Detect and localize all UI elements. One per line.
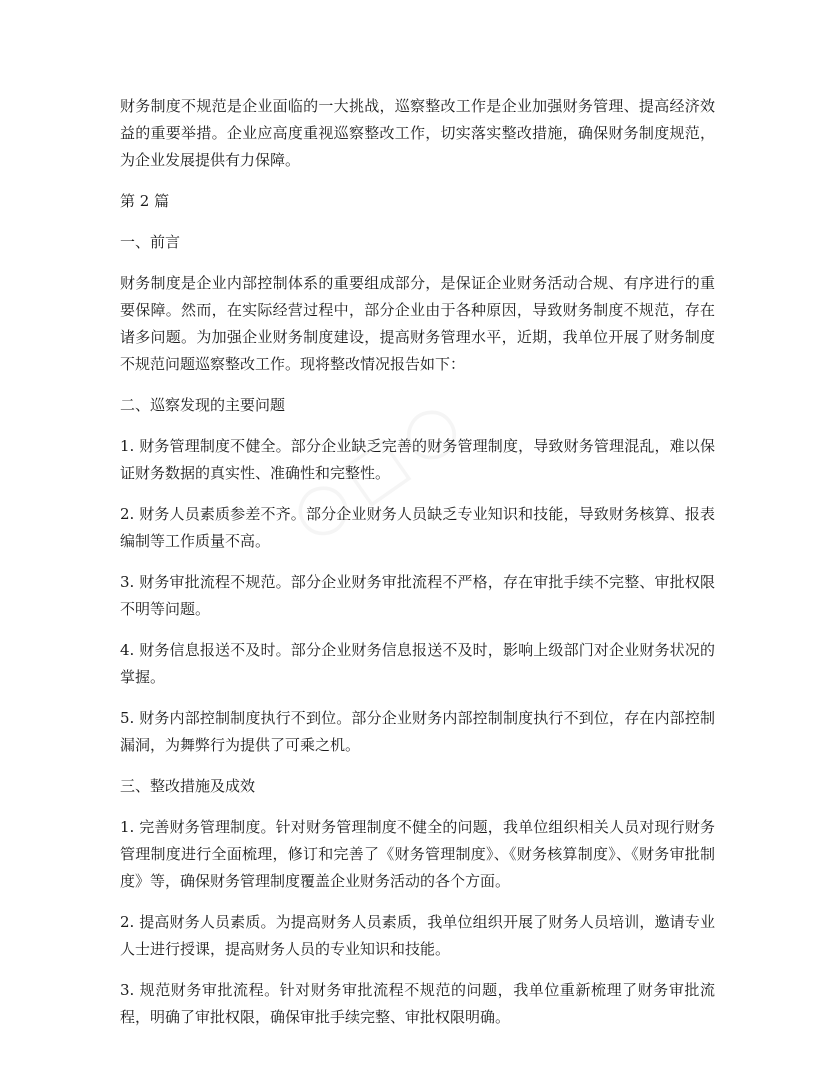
measure-item-1: 1. 完善财务管理制度。针对财务管理制度不健全的问题，我单位组织相关人员对现行财务管理制度进行全面梳理，修订和完善了《财务管理制度》、《财务核算制度》、《财务审批制度》等，确保财务管理制度覆盖企业财务活动的各个方面。 [120, 818, 715, 890]
problem-item-3: 3. 财务审批流程不规范。部分企业财务审批流程不严格，存在审批手续不完整、审批权限不明等问题。 [120, 573, 715, 618]
paragraph-intro-conclusion: 财务制度不规范是企业面临的一大挑战，巡察整改工作是企业加强财务管理、提高经济效益的重要举措。企业应高度重视巡察整改工作，切实落实整改措施，确保财务制度规范，为企业发展提供有力保障。 [120, 97, 715, 169]
problem-item-4: 4. 财务信息报送不及时。部分企业财务信息报送不及时，影响上级部门对企业财务状况的掌握。 [120, 641, 715, 686]
measure-item-2: 2. 提高财务人员素质。为提高财务人员素质，我单位组织开展了财务人员培训，邀请专业人士进行授课，提高财务人员的专业知识和技能。 [120, 913, 715, 958]
problem-item-1: 1. 财务管理制度不健全。部分企业缺乏完善的财务管理制度，导致财务管理混乱，难以保证财务数据的真实性、准确性和完整性。 [120, 437, 715, 482]
heading-measures: 三、整改措施及成效 [120, 777, 256, 795]
heading-preface: 一、前言 [120, 233, 181, 251]
section-title-part-2: 第 2 篇 [120, 192, 170, 210]
problem-item-5: 5. 财务内部控制制度执行不到位。部分企业财务内部控制制度执行不到位，存在内部控制漏洞，为舞弊行为提供了可乘之机。 [120, 709, 715, 754]
heading-main-problems: 二、巡察发现的主要问题 [120, 396, 286, 414]
problem-item-2: 2. 财务人员素质参差不齐。部分企业财务人员缺乏专业知识和技能，导致财务核算、报表编制等工作质量不高。 [120, 505, 715, 550]
document-body [120, 93, 715, 1045]
paragraph-preface: 财务制度是企业内部控制体系的重要组成部分，是保证企业财务活动合规、有序进行的重要保障。然而，在实际经营过程中，部分企业由于各种原因，导致财务制度不规范，存在诸多问题。为加强企业财务制度建设，提高财务管理水平，近期，我单位开展了财务制度不规范问题巡察整改工作。现将整改情况报告如下： [120, 274, 715, 373]
measure-item-3: 3. 规范财务审批流程。针对财务审批流程不规范的问题，我单位重新梳理了财务审批流程，明确了审批权限，确保审批手续完整、审批权限明确。 [120, 981, 715, 1026]
